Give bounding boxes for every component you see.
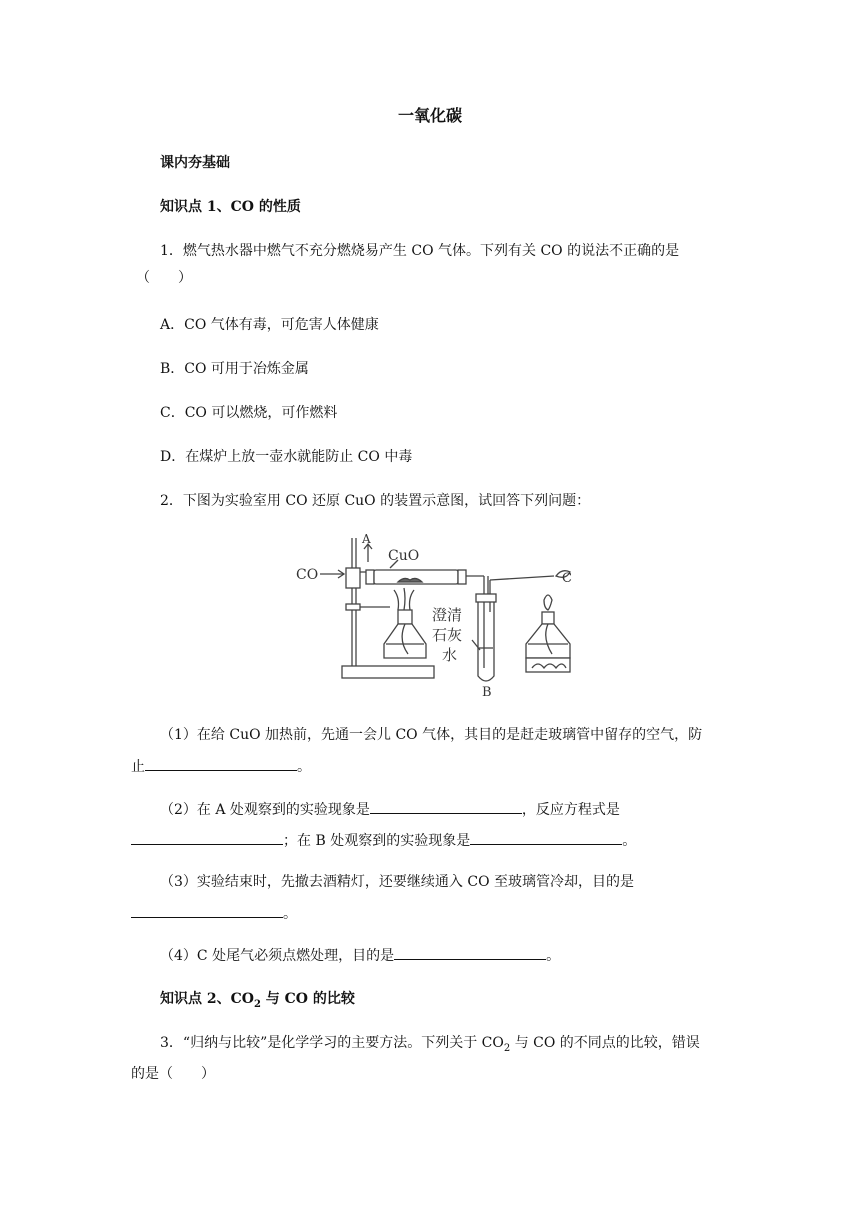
q2-part-2-line-1 [160,799,620,820]
knowledge-point-1-heading: 知识点 1、CO 的性质 [160,199,301,215]
label-lime-water-1: 澄清 [432,606,463,624]
label-c: C [562,571,572,586]
label-a: A [362,532,371,546]
answer-blank-1[interactable] [145,756,297,771]
q2-part-2-line-2 [131,830,636,851]
question-3-line-1 [160,1033,700,1059]
kp2-heading-subscript: 2 [253,998,261,1010]
page-title: 一氧化碳 [397,106,462,125]
q2-part-3-line-2 [131,903,297,924]
label-lime-water-3: 水 [442,646,458,664]
q3-line-1-suffix: 与 CO 的不同点的比较，错误 [510,1035,700,1051]
q2-part-1-line-1: （1）在给 CuO 加热前，先通一会儿 CO 气体，其目的是赶走玻璃管中留存的空气，防 [160,727,703,743]
q2-part-1-prefix: 止 [131,759,145,775]
kp2-heading-prefix: 知识点 2、CO [160,991,254,1007]
label-b: B [482,685,492,700]
q3-subscript: 2 [503,1042,511,1054]
q2-part-1-line-2 [131,756,311,777]
q2-part-2-prefix: （2）在 A 处观察到的实验现象是 [160,802,370,818]
label-lime-water-2: 石灰 [432,626,463,644]
option-d: D．在煤炉上放一壶水就能防止 CO 中毒 [160,449,413,465]
q2-part-2-suffix: 。 [622,833,637,849]
option-c: C．CO 可以燃烧，可作燃料 [160,405,338,421]
label-co: CO [296,567,319,583]
q2-part-1-suffix: 。 [297,759,311,775]
question-1-stem: 1．燃气热水器中燃气不充分燃烧易产生 CO 气体。下列有关 CO 的说法不正确的是 [160,243,680,259]
q2-part-4-suffix: 。 [546,948,561,964]
answer-blank-2c[interactable] [470,830,622,845]
answer-blank-2a[interactable] [370,799,522,814]
label-cuo: CuO [388,548,420,564]
q2-part-2-equation-label: ，反应方程式是 [521,802,620,818]
q2-part-3-line-1: （3）实验结束时，先撤去酒精灯，还要继续通入 CO 至玻璃管冷却，目的是 [160,874,634,890]
question-3-line-2: 的是（ ） [131,1066,215,1082]
option-a: A．CO 气体有毒，可危害人体健康 [160,317,379,333]
option-b: B．CO 可用于冶炼金属 [160,361,309,377]
answer-blank-2b[interactable] [131,830,283,845]
q2-part-3-suffix: 。 [283,906,297,922]
q2-part-4 [160,945,560,966]
answer-blank-4[interactable] [394,945,546,960]
question-2-stem: 2．下图为实验室用 CO 还原 CuO 的装置示意图，试回答下列问题： [160,493,591,509]
q2-part-4-prefix: （4）C 处尾气必须点燃处理，目的是 [160,948,395,964]
q2-part-2-b-label: ；在 B 处观察到的实验现象是 [283,833,471,849]
apparatus-diagram [286,532,606,702]
answer-blank-3[interactable] [131,903,283,918]
section-heading: 课内夯基础 [160,155,230,171]
knowledge-point-2-heading [160,989,355,1015]
q3-line-1-prefix: 3．“归纳与比较”是化学学习的主要方法。下列关于 CO [160,1035,504,1051]
kp2-heading-suffix: 与 CO 的比较 [260,991,355,1007]
question-1-answer-paren: （ ） [136,270,192,286]
